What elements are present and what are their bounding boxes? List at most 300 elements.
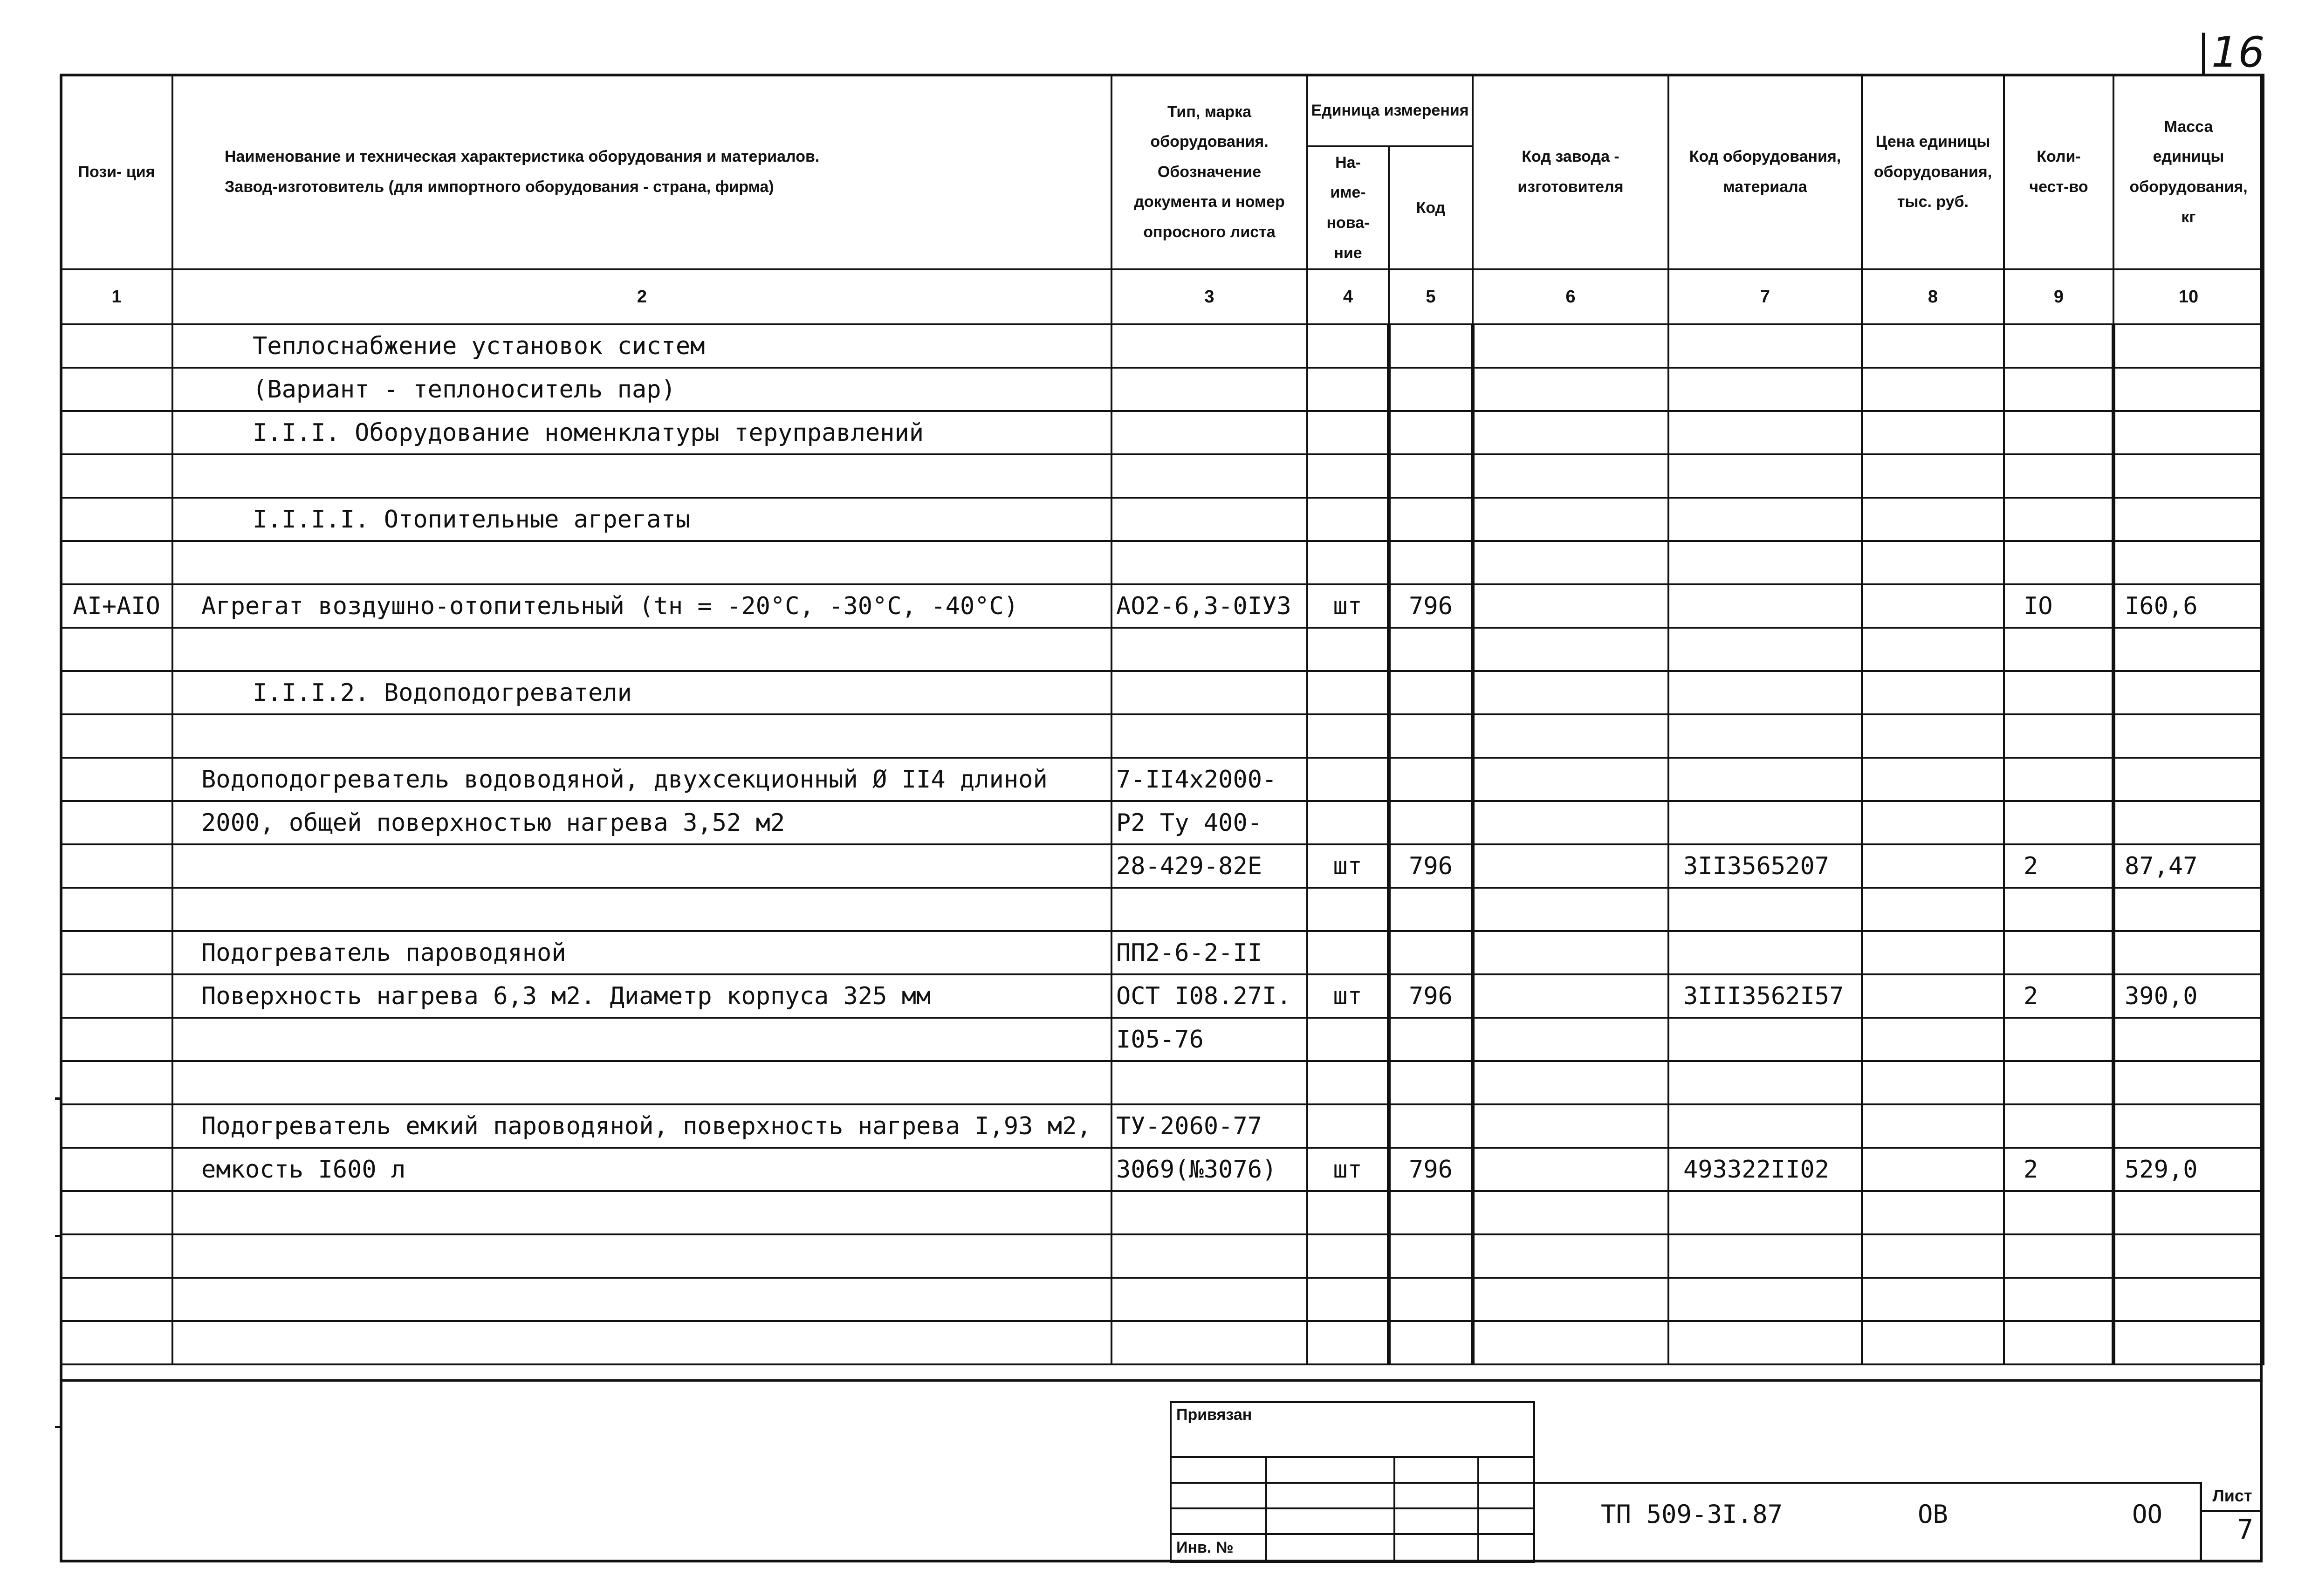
cell-maker-code xyxy=(1473,1278,1668,1321)
table-row xyxy=(61,1278,2264,1321)
header-name-line2: Завод-изготовитель (для импортного оборудования - страна, фирма) xyxy=(225,178,774,196)
cell-unit-code xyxy=(1389,1321,1473,1364)
cell-position xyxy=(61,368,172,411)
cell-price xyxy=(1862,1104,2004,1148)
cell-type: ПП2-6-2-II xyxy=(1111,931,1307,974)
cell-name: Подогреватель емкий пароводяной, поверхность нагрева I,93 м2, xyxy=(172,1104,1111,1148)
cell-type xyxy=(1111,714,1307,758)
header-unit-code: Код xyxy=(1389,146,1473,269)
cell-unit xyxy=(1307,1191,1389,1234)
cell-equipment-code xyxy=(1668,498,1862,541)
cell-quantity xyxy=(2004,411,2113,454)
cell-unit-code: 796 xyxy=(1389,584,1473,628)
cell-maker-code xyxy=(1473,498,1668,541)
sheet-label: Лист xyxy=(2202,1482,2263,1512)
cell-maker-code xyxy=(1473,714,1668,758)
cell-equipment-code xyxy=(1668,758,1862,801)
cell-mass xyxy=(2113,714,2264,758)
cell-name xyxy=(172,714,1111,758)
header-quantity: Коли-чест-во xyxy=(2004,75,2113,269)
cell-maker-code xyxy=(1473,368,1668,411)
cell-equipment-code xyxy=(1668,541,1862,584)
colnum-6: 6 xyxy=(1473,269,1668,324)
header-unit-group: Единица измерения xyxy=(1307,75,1473,146)
table-row xyxy=(61,411,2264,454)
cell-name xyxy=(172,541,1111,584)
cell-maker-code xyxy=(1473,931,1668,974)
cell-maker-code xyxy=(1473,1191,1668,1234)
cell-equipment-code xyxy=(1668,584,1862,628)
cell-position xyxy=(61,714,172,758)
cell-maker-code xyxy=(1473,1234,1668,1278)
colnum-7: 7 xyxy=(1668,269,1862,324)
cell-mass xyxy=(2113,1191,2264,1234)
cell-name: Поверхность нагрева 6,3 м2. Диаметр корпуса 325 мм xyxy=(172,974,1111,1018)
cell-mass xyxy=(2113,454,2264,498)
cell-unit-code xyxy=(1389,454,1473,498)
cell-mass xyxy=(2113,541,2264,584)
cell-unit: шт xyxy=(1307,584,1389,628)
cell-unit-code xyxy=(1389,801,1473,844)
margin-tick xyxy=(55,1426,62,1428)
cell-price xyxy=(1862,844,2004,888)
cell-position: AI+AIO xyxy=(61,584,172,628)
cell-price xyxy=(1862,671,2004,714)
cell-type xyxy=(1111,1234,1307,1278)
cell-type: 3069(№3076) xyxy=(1111,1148,1307,1191)
cell-type: ТУ-2060-77 xyxy=(1111,1104,1307,1148)
cell-price xyxy=(1862,888,2004,931)
cell-type xyxy=(1111,1191,1307,1234)
cell-unit xyxy=(1307,1104,1389,1148)
cell-equipment-code xyxy=(1668,1234,1862,1278)
cell-price xyxy=(1862,1191,2004,1234)
cell-unit xyxy=(1307,628,1389,671)
cell-equipment-code xyxy=(1668,931,1862,974)
cell-mass: I60,6 xyxy=(2113,584,2264,628)
cell-unit xyxy=(1307,714,1389,758)
cell-quantity xyxy=(2004,1191,2113,1234)
cell-position xyxy=(61,1278,172,1321)
colnum-5: 5 xyxy=(1389,269,1473,324)
cell-mass xyxy=(2113,1018,2264,1061)
cell-maker-code xyxy=(1473,1104,1668,1148)
cell-unit-code xyxy=(1389,888,1473,931)
cell-price xyxy=(1862,454,2004,498)
cell-type: 28-429-82Е xyxy=(1111,844,1307,888)
doc-section: ОВ xyxy=(1918,1500,1948,1529)
cell-mass xyxy=(2113,1278,2264,1321)
cell-mass xyxy=(2113,498,2264,541)
cell-equipment-code xyxy=(1668,454,1862,498)
cell-unit-code: 796 xyxy=(1389,974,1473,1018)
sheet-number: 7 xyxy=(2237,1514,2253,1545)
cell-price xyxy=(1862,411,2004,454)
cell-type: I05-76 xyxy=(1111,1018,1307,1061)
cell-type xyxy=(1111,411,1307,454)
cell-unit xyxy=(1307,1061,1389,1104)
cell-name: емкость I600 л xyxy=(172,1148,1111,1191)
table-row xyxy=(61,1148,2264,1191)
cell-equipment-code xyxy=(1668,714,1862,758)
cell-equipment-code xyxy=(1668,628,1862,671)
table-row xyxy=(61,368,2264,411)
cell-unit xyxy=(1307,324,1389,368)
cell-name: Подогреватель пароводяной xyxy=(172,931,1111,974)
table-row xyxy=(61,671,2264,714)
approval-stamp xyxy=(1170,1401,1535,1563)
cell-equipment-code: 3III3562I57 xyxy=(1668,974,1862,1018)
cell-price xyxy=(1862,931,2004,974)
cell-equipment-code: 493322II02 xyxy=(1668,1148,1862,1191)
cell-name xyxy=(172,844,1111,888)
cell-position xyxy=(61,628,172,671)
cell-quantity xyxy=(2004,888,2113,931)
cell-position xyxy=(61,888,172,931)
cell-position xyxy=(61,324,172,368)
cell-unit-code xyxy=(1389,758,1473,801)
cell-unit-code xyxy=(1389,671,1473,714)
cell-type xyxy=(1111,628,1307,671)
cell-unit: шт xyxy=(1307,974,1389,1018)
table-row xyxy=(61,974,2264,1018)
cell-unit-code xyxy=(1389,368,1473,411)
cell-name: I.I.I.I. Отопительные агрегаты xyxy=(172,498,1111,541)
table-row xyxy=(61,1234,2264,1278)
cell-equipment-code xyxy=(1668,1018,1862,1061)
cell-maker-code xyxy=(1473,758,1668,801)
cell-equipment-code xyxy=(1668,801,1862,844)
cell-price xyxy=(1862,1234,2004,1278)
cell-name xyxy=(172,1061,1111,1104)
cell-unit xyxy=(1307,888,1389,931)
stamp-bound-label: Привязан xyxy=(1171,1402,1534,1457)
cell-position xyxy=(61,1104,172,1148)
cell-type xyxy=(1111,541,1307,584)
cell-unit xyxy=(1307,801,1389,844)
table-row xyxy=(61,714,2264,758)
cell-name xyxy=(172,1278,1111,1321)
cell-unit xyxy=(1307,671,1389,714)
colnum-3: 3 xyxy=(1111,269,1307,324)
cell-position xyxy=(61,844,172,888)
page-number: 16 xyxy=(2211,28,2265,77)
cell-mass xyxy=(2113,628,2264,671)
cell-unit xyxy=(1307,498,1389,541)
cell-quantity xyxy=(2004,1278,2113,1321)
cell-quantity xyxy=(2004,714,2113,758)
cell-name xyxy=(172,1018,1111,1061)
cell-quantity: 2 xyxy=(2004,844,2113,888)
cell-mass xyxy=(2113,324,2264,368)
cell-position xyxy=(61,1191,172,1234)
cell-unit-code xyxy=(1389,411,1473,454)
cell-unit-code xyxy=(1389,498,1473,541)
specification-table xyxy=(60,74,2264,1365)
margin-tick xyxy=(55,1235,62,1237)
cell-unit xyxy=(1307,454,1389,498)
table-row xyxy=(61,844,2264,888)
cell-name xyxy=(172,1321,1111,1364)
cell-name: 2000, общей поверхностью нагрева 3,52 м2 xyxy=(172,801,1111,844)
cell-mass xyxy=(2113,1234,2264,1278)
sheet-number-box xyxy=(2200,1482,2263,1562)
cell-quantity xyxy=(2004,1321,2113,1364)
header-unit-price: Цена единицы оборудования, тыс. руб. xyxy=(1862,75,2004,269)
table-row xyxy=(61,931,2264,974)
cell-price xyxy=(1862,628,2004,671)
cell-position xyxy=(61,1321,172,1364)
cell-unit xyxy=(1307,931,1389,974)
cell-quantity: 2 xyxy=(2004,974,2113,1018)
cell-name xyxy=(172,454,1111,498)
cell-maker-code xyxy=(1473,1148,1668,1191)
doc-subsection: ОО xyxy=(2132,1500,2163,1529)
cell-type xyxy=(1111,1321,1307,1364)
cell-maker-code xyxy=(1473,454,1668,498)
cell-equipment-code xyxy=(1668,888,1862,931)
cell-unit-code: 796 xyxy=(1389,1148,1473,1191)
cell-mass xyxy=(2113,1104,2264,1148)
cell-price xyxy=(1862,368,2004,411)
cell-unit-code xyxy=(1389,1061,1473,1104)
cell-type xyxy=(1111,368,1307,411)
cell-equipment-code xyxy=(1668,368,1862,411)
cell-name: (Вариант - теплоноситель пар) xyxy=(172,368,1111,411)
colnum-10: 10 xyxy=(2113,269,2264,324)
cell-unit-code xyxy=(1389,1278,1473,1321)
cell-price xyxy=(1862,541,2004,584)
table-row xyxy=(61,1191,2264,1234)
cell-mass: 87,47 xyxy=(2113,844,2264,888)
cell-position xyxy=(61,454,172,498)
cell-price xyxy=(1862,758,2004,801)
cell-type: ОСТ I08.27I. xyxy=(1111,974,1307,1018)
cell-unit-code xyxy=(1389,714,1473,758)
cell-mass: 529,0 xyxy=(2113,1148,2264,1191)
stamp-inv-label: Инв. № xyxy=(1171,1534,1266,1562)
cell-price xyxy=(1862,1278,2004,1321)
cell-unit-code xyxy=(1389,1104,1473,1148)
cell-unit-code: 796 xyxy=(1389,844,1473,888)
cell-maker-code xyxy=(1473,628,1668,671)
cell-price xyxy=(1862,1321,2004,1364)
cell-quantity xyxy=(2004,1018,2113,1061)
cell-mass xyxy=(2113,411,2264,454)
header-position: Пози- ция xyxy=(61,75,172,269)
cell-unit-code xyxy=(1389,1191,1473,1234)
table-row xyxy=(61,324,2264,368)
cell-name: Теплоснабжение установок систем xyxy=(172,324,1111,368)
cell-maker-code xyxy=(1473,1061,1668,1104)
doc-code: ТП 509-3I.87 xyxy=(1601,1500,1783,1529)
cell-equipment-code xyxy=(1668,1104,1862,1148)
cell-price xyxy=(1862,1061,2004,1104)
cell-mass xyxy=(2113,1321,2264,1364)
cell-equipment-code xyxy=(1668,1191,1862,1234)
cell-quantity xyxy=(2004,541,2113,584)
table-row xyxy=(61,454,2264,498)
cell-position xyxy=(61,498,172,541)
cell-position xyxy=(61,411,172,454)
cell-unit xyxy=(1307,1321,1389,1364)
cell-type xyxy=(1111,324,1307,368)
cell-quantity xyxy=(2004,324,2113,368)
cell-mass xyxy=(2113,758,2264,801)
table-row xyxy=(61,1321,2264,1364)
cell-type xyxy=(1111,1061,1307,1104)
table-row xyxy=(61,541,2264,584)
colnum-9: 9 xyxy=(2004,269,2113,324)
cell-quantity: IO xyxy=(2004,584,2113,628)
cell-position xyxy=(61,1061,172,1104)
colnum-1: 1 xyxy=(61,269,172,324)
cell-quantity xyxy=(2004,1104,2113,1148)
cell-maker-code xyxy=(1473,541,1668,584)
cell-name: I.I.I. Оборудование номенклатуры теруправлений xyxy=(172,411,1111,454)
cell-type xyxy=(1111,498,1307,541)
cell-price xyxy=(1862,498,2004,541)
cell-price xyxy=(1862,801,2004,844)
header-maker-code: Код завода - изготовителя xyxy=(1473,75,1668,269)
cell-equipment-code xyxy=(1668,1321,1862,1364)
cell-type xyxy=(1111,671,1307,714)
cell-unit xyxy=(1307,368,1389,411)
cell-position xyxy=(61,671,172,714)
cell-type: АО2-6,3-0IУ3 xyxy=(1111,584,1307,628)
cell-maker-code xyxy=(1473,584,1668,628)
header-equipment-code: Код оборудования, материала xyxy=(1668,75,1862,269)
cell-position xyxy=(61,801,172,844)
cell-equipment-code xyxy=(1668,671,1862,714)
cell-position xyxy=(61,1148,172,1191)
cell-type xyxy=(1111,888,1307,931)
colnum-8: 8 xyxy=(1862,269,2004,324)
cell-quantity xyxy=(2004,498,2113,541)
cell-position xyxy=(61,1018,172,1061)
cell-maker-code xyxy=(1473,801,1668,844)
table-row xyxy=(61,888,2264,931)
cell-quantity xyxy=(2004,758,2113,801)
cell-mass: 390,0 xyxy=(2113,974,2264,1018)
cell-quantity xyxy=(2004,1061,2113,1104)
page-number-bar xyxy=(2202,33,2205,75)
cell-unit-code xyxy=(1389,324,1473,368)
cell-unit-code xyxy=(1389,931,1473,974)
cell-quantity xyxy=(2004,454,2113,498)
cell-equipment-code xyxy=(1668,411,1862,454)
table-row xyxy=(61,1018,2264,1061)
cell-maker-code xyxy=(1473,411,1668,454)
cell-quantity xyxy=(2004,801,2113,844)
cell-unit xyxy=(1307,1234,1389,1278)
title-block-top-line xyxy=(1533,1482,2200,1484)
cell-price xyxy=(1862,324,2004,368)
table-row xyxy=(61,1061,2264,1104)
footer-divider xyxy=(60,1379,2263,1382)
cell-position xyxy=(61,974,172,1018)
cell-position xyxy=(61,1234,172,1278)
cell-equipment-code xyxy=(1668,1278,1862,1321)
header-mass: Масса единицы оборудования, кг xyxy=(2113,75,2264,269)
cell-maker-code xyxy=(1473,844,1668,888)
cell-equipment-code: 3II3565207 xyxy=(1668,844,1862,888)
cell-unit-code xyxy=(1389,1018,1473,1061)
cell-quantity xyxy=(2004,628,2113,671)
cell-unit-code xyxy=(1389,541,1473,584)
cell-unit xyxy=(1307,758,1389,801)
cell-quantity xyxy=(2004,1234,2113,1278)
cell-unit xyxy=(1307,411,1389,454)
cell-equipment-code xyxy=(1668,1061,1862,1104)
cell-price xyxy=(1862,1018,2004,1061)
cell-mass xyxy=(2113,801,2264,844)
cell-equipment-code xyxy=(1668,324,1862,368)
cell-maker-code xyxy=(1473,1018,1668,1061)
cell-maker-code xyxy=(1473,671,1668,714)
cell-unit: шт xyxy=(1307,844,1389,888)
cell-price xyxy=(1862,1148,2004,1191)
cell-quantity xyxy=(2004,671,2113,714)
table-row xyxy=(61,1104,2264,1148)
table-row xyxy=(61,628,2264,671)
cell-type xyxy=(1111,1278,1307,1321)
cell-quantity: 2 xyxy=(2004,1148,2113,1191)
table-row xyxy=(61,758,2264,801)
cell-mass xyxy=(2113,671,2264,714)
cell-quantity xyxy=(2004,368,2113,411)
colnum-2: 2 xyxy=(172,269,1111,324)
cell-quantity xyxy=(2004,931,2113,974)
cell-maker-code xyxy=(1473,324,1668,368)
table-row xyxy=(61,584,2264,628)
cell-type xyxy=(1111,454,1307,498)
cell-name xyxy=(172,888,1111,931)
margin-tick xyxy=(55,1097,62,1100)
header-unit-name: На-име-нова-ние xyxy=(1307,146,1389,269)
header-name xyxy=(172,75,1111,269)
cell-position xyxy=(61,541,172,584)
cell-price xyxy=(1862,584,2004,628)
cell-price xyxy=(1862,714,2004,758)
cell-mass xyxy=(2113,1061,2264,1104)
cell-name xyxy=(172,1191,1111,1234)
cell-name xyxy=(172,628,1111,671)
cell-name: Агрегат воздушно-отопительный (tн = -20°C, -30°C, -40°C) xyxy=(172,584,1111,628)
cell-unit-code xyxy=(1389,1234,1473,1278)
cell-position xyxy=(61,931,172,974)
table-row xyxy=(61,801,2264,844)
cell-unit xyxy=(1307,541,1389,584)
cell-unit: шт xyxy=(1307,1148,1389,1191)
cell-position xyxy=(61,758,172,801)
cell-mass xyxy=(2113,368,2264,411)
cell-name: I.I.I.2. Водоподогреватели xyxy=(172,671,1111,714)
cell-maker-code xyxy=(1473,974,1668,1018)
cell-name: Водоподогреватель водоводяной, двухсекционный Ø II4 длиной xyxy=(172,758,1111,801)
header-type: Тип, марка оборудования. Обозначение документа и номер опросного листа xyxy=(1111,75,1307,269)
cell-type: 7-II4x2000- xyxy=(1111,758,1307,801)
cell-maker-code xyxy=(1473,888,1668,931)
cell-unit xyxy=(1307,1278,1389,1321)
header-name-line1: Наименование и техническая характеристика оборудования и материалов. xyxy=(225,148,820,166)
cell-unit xyxy=(1307,1018,1389,1061)
cell-mass xyxy=(2113,888,2264,931)
cell-maker-code xyxy=(1473,1321,1668,1364)
cell-unit-code xyxy=(1389,628,1473,671)
cell-mass xyxy=(2113,931,2264,974)
table-row xyxy=(61,498,2264,541)
